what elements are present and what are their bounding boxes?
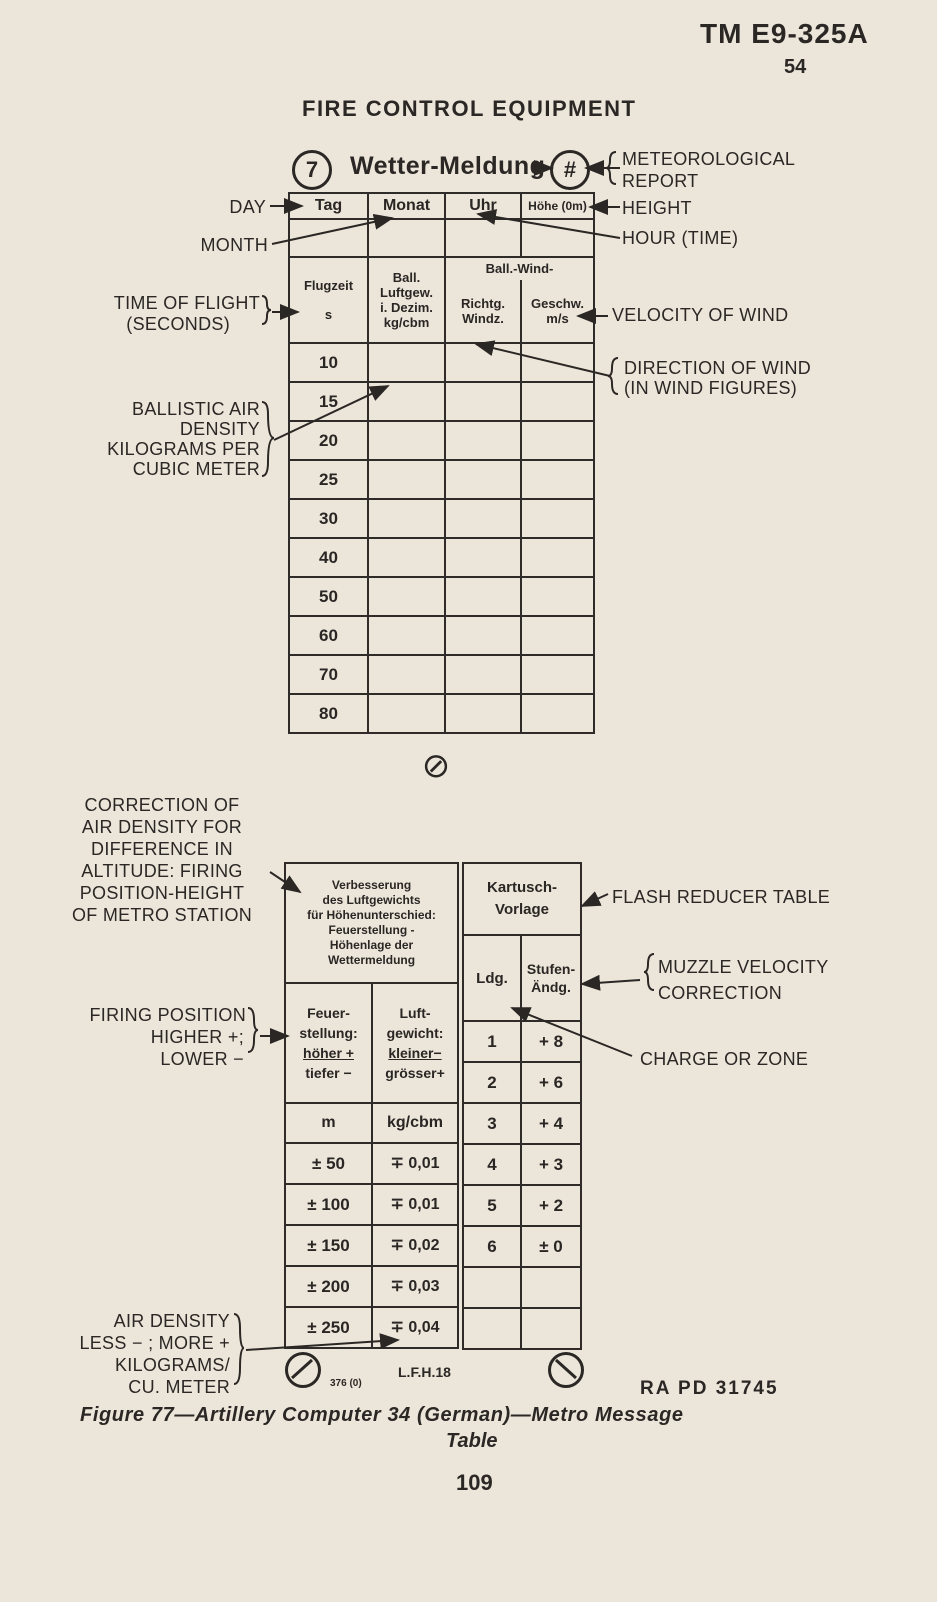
unit-kg-cbm: kg/cbm [372, 1103, 458, 1143]
flight-time-30: 30 [289, 499, 368, 538]
altitude-height: ± 150 [285, 1225, 372, 1266]
marker-left-icon: 7 [292, 150, 332, 190]
flight-time-50: 50 [289, 577, 368, 616]
altitude-height: ± 50 [285, 1143, 372, 1184]
geschw-line-2: m/s [546, 311, 569, 326]
air-density-line-4: CU. METER [128, 1377, 230, 1397]
richtg-line-1: Richtg. [460, 296, 506, 311]
luft-line-3: kleiner− [388, 1045, 442, 1061]
kartusch-line-2: Vorlage [495, 901, 549, 918]
flight-time-25: 25 [289, 460, 368, 499]
flight-time-20: 20 [289, 421, 368, 460]
charge-number: 2 [463, 1062, 521, 1103]
page-number: 109 [456, 1470, 493, 1495]
altitude-density: ∓ 0,01 [372, 1143, 458, 1184]
flight-time-60: 60 [289, 616, 368, 655]
label-charge-or-zone: CHARGE OR ZONE [640, 1049, 809, 1069]
bottom-mark-lfh18: L.F.H.18 [398, 1364, 451, 1380]
label-hour: HOUR (TIME) [622, 228, 739, 248]
correction-line-1: CORRECTION OF [84, 795, 240, 815]
label-flash-reducer: FLASH REDUCER TABLE [612, 887, 831, 907]
page-title: FIRE CONTROL EQUIPMENT [302, 96, 637, 121]
section-number: 54 [784, 56, 807, 78]
correction-line-5: POSITION-HEIGHT [79, 883, 245, 903]
marker-right-icon: # [550, 150, 590, 190]
header-tag: Tag [289, 193, 368, 219]
verbesserung-line-3: für Höhenunterschied: [307, 908, 436, 922]
altitude-density: ∓ 0,01 [372, 1184, 458, 1225]
metro-title-english-1: METEOROLOGICAL [622, 149, 796, 169]
label-velocity-of-wind: VELOCITY OF WIND [612, 305, 789, 325]
luft-line-4: grösser+ [385, 1065, 445, 1081]
metro-title-english-2: REPORT [622, 171, 699, 191]
luftgew-line-2: Luftgew. [380, 285, 433, 300]
label-ballistic-1: BALLISTIC AIR [132, 399, 260, 419]
altitude-height: ± 100 [285, 1184, 372, 1225]
charge-correction: + 3 [521, 1144, 581, 1185]
verbesserung-line-1: Verbesserung [331, 878, 412, 892]
air-density-line-3: KILOGRAMS/ [114, 1355, 230, 1375]
header-uhr: Uhr [445, 193, 521, 219]
label-day: DAY [229, 197, 266, 217]
header-ldg: Ldg. [463, 935, 521, 1021]
charge-correction: + 4 [521, 1103, 581, 1144]
kartusch-line-1: Kartusch- [486, 879, 557, 896]
charge-correction: + 6 [521, 1062, 581, 1103]
charge-number: 1 [463, 1021, 521, 1062]
label-time-of-flight: TIME OF FLIGHT [113, 293, 260, 313]
luft-line-2: gewicht: [386, 1025, 444, 1041]
altitude-density: ∓ 0,02 [372, 1225, 458, 1266]
air-density-line-2: LESS − ; MORE + [79, 1333, 230, 1353]
label-muzzle-1: MUZZLE VELOCITY [658, 957, 829, 977]
correction-line-4: ALTITUDE: FIRING [81, 861, 243, 881]
charge-number: 4 [463, 1144, 521, 1185]
verbesserung-line-6: Wettermeldung [327, 953, 416, 967]
label-height: HEIGHT [622, 198, 692, 218]
figure-caption-2: Table [446, 1430, 498, 1452]
feuer-line-2: stellung: [299, 1025, 358, 1041]
firing-position-line-3: LOWER − [160, 1049, 244, 1069]
bottom-code: 376 (0) [330, 1378, 362, 1389]
luft-line-1: Luft- [399, 1005, 431, 1021]
feuer-line-3: höher + [303, 1045, 354, 1061]
luftgew-line-3: i. Dezim. [380, 300, 433, 315]
altitude-height: ± 250 [285, 1307, 372, 1348]
metro-bottom-marker-icon: ⊘ [421, 747, 451, 785]
feuer-line-4: tiefer − [305, 1065, 352, 1081]
luftgew-line-4: kg/cbm [383, 315, 430, 330]
charge-correction: + 2 [521, 1185, 581, 1226]
correction-line-2: AIR DENSITY FOR [81, 817, 243, 837]
flight-time-15: 15 [289, 382, 368, 421]
tm-number: TM E9-325A [700, 18, 869, 49]
verbesserung-line-2: des Luftgewichts [322, 893, 421, 907]
label-ballistic-4: CUBIC METER [132, 459, 260, 479]
flugzeit-label: Flugzeit [303, 278, 354, 293]
flugzeit-unit: s [324, 307, 333, 322]
charge-number: 6 [463, 1226, 521, 1267]
label-ballistic-2: DENSITY [179, 419, 260, 439]
air-density-line-1: AIR DENSITY [113, 1311, 230, 1331]
unit-m: m [285, 1103, 372, 1143]
verbesserung-line-4: Feuerstellung - [328, 923, 415, 937]
altitude-density: ∓ 0,03 [372, 1266, 458, 1307]
geschw-line-1: Geschw. [531, 296, 584, 311]
charge-correction: ± 0 [521, 1226, 581, 1267]
richtg-line-2: Windz. [462, 311, 504, 326]
charge-number: 3 [463, 1103, 521, 1144]
wind-group-label: Ball.-Wind- [485, 261, 554, 276]
label-seconds: (SECONDS) [126, 314, 230, 334]
flight-time-80: 80 [289, 694, 368, 733]
firing-position-line-1: FIRING POSITION [89, 1005, 246, 1025]
feuer-line-1: Feuer- [307, 1005, 350, 1021]
stufen-line-1: Stufen- [526, 961, 576, 977]
correction-line-3: DIFFERENCE IN [91, 839, 233, 859]
figure-caption-1: Figure 77—Artillery Computer 34 (German)—Metro Message [80, 1404, 684, 1426]
altitude-height: ± 200 [285, 1266, 372, 1307]
stufen-line-2: Ändg. [531, 979, 571, 995]
charge-number: 5 [463, 1185, 521, 1226]
metro-title-german: Wetter-Meldung [350, 152, 546, 180]
luftgew-line-1: Ball. [392, 270, 421, 285]
label-direction-1: DIRECTION OF WIND [624, 358, 812, 378]
verbesserung-line-5: Höhenlage der [329, 938, 414, 952]
flight-time-70: 70 [289, 655, 368, 694]
flight-time-40: 40 [289, 538, 368, 577]
altitude-density: ∓ 0,04 [372, 1307, 458, 1348]
header-hoehe: Höhe (0m) [521, 193, 594, 219]
label-month: MONTH [200, 235, 268, 255]
ra-code: RA PD 31745 [640, 1378, 779, 1399]
label-direction-2: (IN WIND FIGURES) [624, 378, 798, 398]
firing-position-line-2: HIGHER +; [150, 1027, 244, 1047]
label-ballistic-3: KILOGRAMS PER [107, 439, 260, 459]
label-muzzle-2: CORRECTION [658, 983, 782, 1003]
flight-time-10: 10 [289, 343, 368, 382]
header-monat: Monat [368, 193, 445, 219]
charge-correction: + 8 [521, 1021, 581, 1062]
correction-line-6: OF METRO STATION [71, 905, 253, 925]
